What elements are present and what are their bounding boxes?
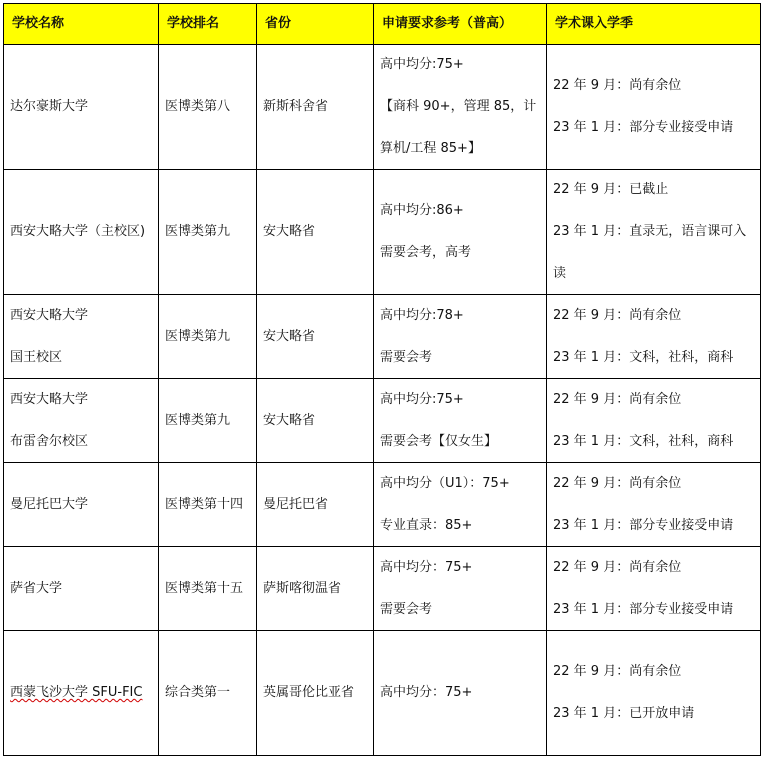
province-cell	[257, 463, 374, 547]
requirements-cell	[374, 631, 547, 756]
requirement-line: 高中均分：75+	[380, 559, 473, 575]
intake-line: 22 年 9 月：已截止	[553, 182, 669, 197]
header-school-name: 学校名称	[4, 4, 159, 45]
school-rank-cell	[159, 631, 257, 756]
school-rank-cell	[159, 170, 257, 295]
requirements-cell	[374, 463, 547, 547]
table-row	[4, 547, 761, 631]
requirement-line: 高中均分:86+	[380, 203, 464, 218]
intake-line: 22 年 9 月：尚有余位	[553, 307, 682, 323]
intake-cell	[547, 547, 761, 631]
intake-line: 22 年 9 月：尚有余位	[553, 78, 682, 93]
intake-line: 23 年 1 月：已开放申请	[553, 706, 695, 721]
line-gap	[10, 327, 158, 347]
intake-line: 22 年 9 月：尚有余位	[553, 559, 682, 575]
table-row	[4, 295, 761, 379]
header-row	[4, 4, 761, 45]
province: 安大略省	[263, 328, 316, 344]
intake-cell	[547, 631, 761, 756]
intake-line: 23 年 1 月：部分专业接受申请	[553, 517, 734, 533]
requirements-cell	[374, 170, 547, 295]
table-row	[4, 631, 761, 756]
school-name-cell	[4, 547, 159, 631]
requirement-line: 需要会考	[380, 349, 433, 365]
requirement-line: 需要会考【仅女生】	[380, 433, 498, 449]
university-table	[3, 3, 761, 756]
province-cell	[257, 295, 374, 379]
line-gap	[553, 411, 760, 431]
province-cell	[257, 170, 374, 295]
province: 萨斯喀彻温省	[263, 580, 342, 596]
intake-cell	[547, 379, 761, 463]
line-gap	[553, 201, 760, 221]
school-name-cell	[4, 463, 159, 547]
school-rank: 医博类第九	[165, 328, 231, 344]
intake-cell	[547, 463, 761, 547]
province-cell	[257, 547, 374, 631]
school-rank-cell	[159, 463, 257, 547]
school-name: 曼尼托巴大学	[10, 496, 89, 512]
school-name: 西安大略大学	[10, 307, 89, 323]
school-rank-cell	[159, 295, 257, 379]
line-gap	[380, 411, 546, 431]
school-rank: 医博类第九	[165, 412, 231, 428]
table-row	[4, 45, 761, 170]
line-gap	[553, 327, 760, 347]
school-rank-cell	[159, 45, 257, 170]
line-gap	[553, 97, 760, 117]
requirement-line: 高中均分:75+	[380, 391, 464, 407]
requirement-line: 专业直录：85+	[380, 517, 473, 533]
line-gap	[10, 411, 158, 431]
school-campus: 国王校区	[10, 349, 63, 365]
intake-line: 22 年 9 月：尚有余位	[553, 664, 682, 679]
province-cell	[257, 631, 374, 756]
requirement-line: 高中均分:78+	[380, 307, 464, 323]
table-row	[4, 463, 761, 547]
requirement-line: 高中均分：75+	[380, 685, 473, 700]
intake-line: 读	[553, 266, 567, 281]
school-name: 达尔豪斯大学	[10, 99, 89, 114]
requirements-cell	[374, 547, 547, 631]
line-gap	[380, 495, 546, 515]
intake-line: 23 年 1 月：文科，社科，商科	[553, 433, 734, 449]
line-gap	[553, 683, 760, 703]
line-gap	[553, 579, 760, 599]
intake-cell	[547, 170, 761, 295]
requirement-line: 高中均分（U1）：75+	[380, 475, 510, 491]
school-name: 西蒙飞沙大学 SFU-FIC	[10, 685, 143, 700]
school-name: 西安大略大学（主校区)	[10, 224, 146, 239]
intake-line: 23 年 1 月：直录无，语言课可入	[553, 224, 747, 239]
requirements-cell	[374, 295, 547, 379]
school-rank: 医博类第九	[165, 224, 231, 239]
province-cell	[257, 379, 374, 463]
line-gap	[380, 579, 546, 599]
intake-line: 23 年 1 月：部分专业接受申请	[553, 120, 734, 135]
intake-cell	[547, 45, 761, 170]
line-gap	[553, 495, 760, 515]
province: 新斯科舍省	[263, 99, 329, 114]
school-rank: 综合类第一	[165, 685, 231, 700]
school-name: 萨省大学	[10, 580, 63, 596]
intake-line: 23 年 1 月：部分专业接受申请	[553, 601, 734, 617]
header-intake: 学术课入学季	[547, 4, 761, 45]
header-province: 省份	[257, 4, 374, 45]
intake-cell	[547, 295, 761, 379]
line-gap	[380, 76, 546, 96]
school-name: 西安大略大学	[10, 391, 89, 407]
school-rank-cell	[159, 547, 257, 631]
table-row	[4, 170, 761, 295]
line-gap	[553, 243, 760, 263]
intake-line: 22 年 9 月：尚有余位	[553, 391, 682, 407]
province: 安大略省	[263, 412, 316, 428]
table-row	[4, 379, 761, 463]
school-name-cell	[4, 631, 159, 756]
requirement-line: 算机/工程 85+】	[380, 141, 481, 156]
school-name-cell	[4, 379, 159, 463]
school-campus: 布雷舍尔校区	[10, 433, 89, 449]
requirements-cell	[374, 379, 547, 463]
school-rank: 医博类第十五	[165, 580, 244, 596]
line-gap	[380, 118, 546, 138]
header-requirements: 申请要求参考（普高）	[374, 4, 547, 45]
line-gap	[380, 222, 546, 242]
requirement-line: 高中均分:75+	[380, 57, 464, 72]
school-rank: 医博类第十四	[165, 496, 244, 512]
province: 安大略省	[263, 224, 316, 239]
requirement-line: 需要会考，高考	[380, 245, 472, 260]
requirements-cell	[374, 45, 547, 170]
requirement-line: 需要会考	[380, 601, 433, 617]
header-school-rank: 学校排名	[159, 4, 257, 45]
province-cell	[257, 45, 374, 170]
school-rank: 医博类第八	[165, 99, 231, 114]
school-name-cell	[4, 170, 159, 295]
school-rank-cell	[159, 379, 257, 463]
line-gap	[380, 327, 546, 347]
intake-line: 22 年 9 月：尚有余位	[553, 475, 682, 491]
school-name-cell	[4, 295, 159, 379]
school-name-cell	[4, 45, 159, 170]
intake-line: 23 年 1 月：文科，社科，商科	[553, 349, 734, 365]
requirement-line: 【商科 90+，管理 85，计	[380, 99, 537, 114]
province: 曼尼托巴省	[263, 496, 329, 512]
province: 英属哥伦比亚省	[263, 685, 355, 700]
